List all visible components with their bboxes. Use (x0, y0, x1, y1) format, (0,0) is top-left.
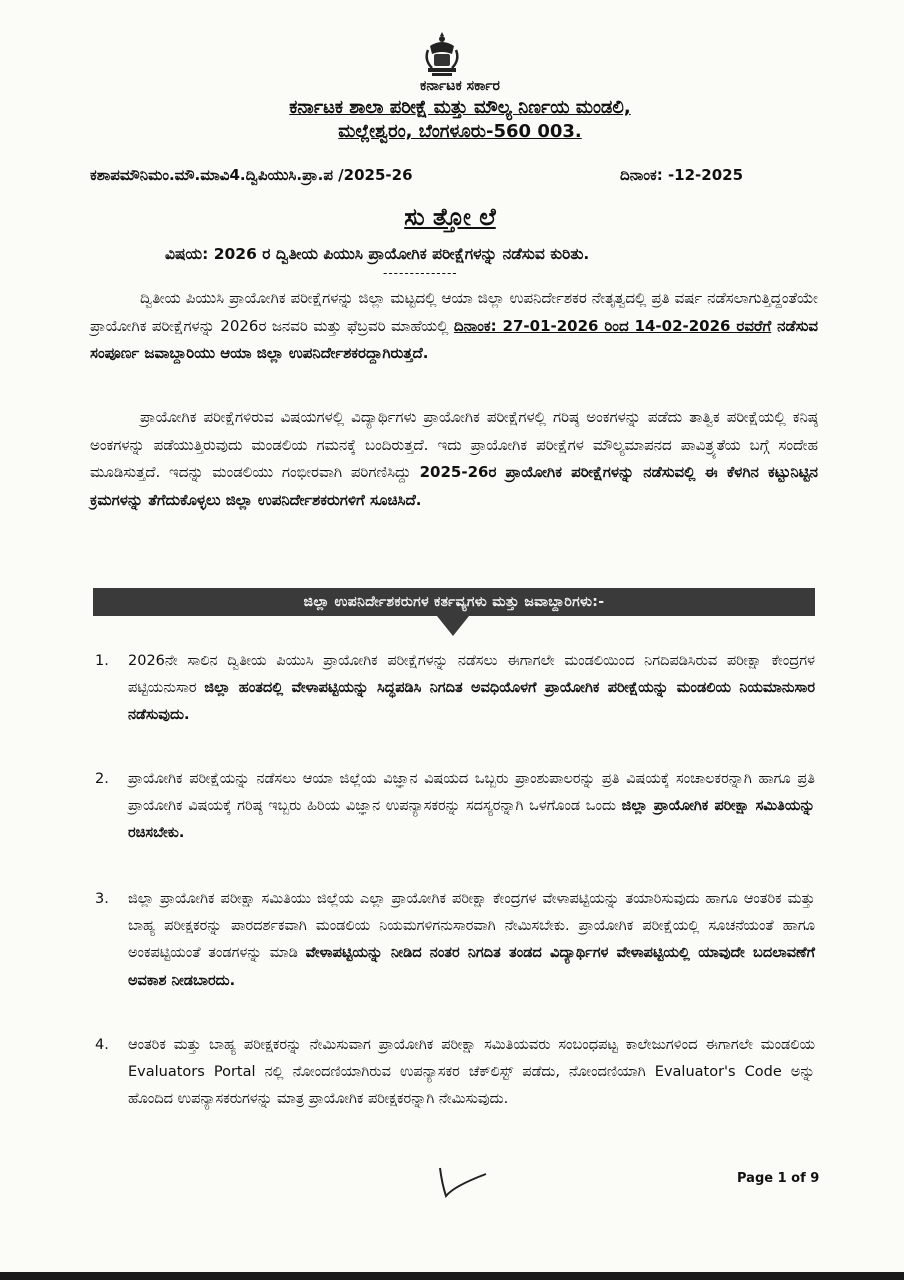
board-address: ಮಲ್ಲೇಶ್ವರಂ, ಬೆಂಗಳೂರು-560 003. (338, 121, 582, 142)
exam-dates: ದಿನಾಂಕ: 27-01-2026 ರಿಂದ 14-02-2026 ರವರೆಗೆ (453, 316, 772, 335)
item-text: 2026ನೇ ಸಾಲಿನ ದ್ವಿತೀಯ ಪಿಯುಸಿ ಪ್ರಾಯೋಗಿಕ ಪರೀಕ್ಷೆಗಳನ್ನು ನಡೆಸಲು ಈಗಾಗಲೇ ಮಂಡಲಿಯಿಂದ ನಿಗದಿಪಡಿಸಿರುವ ಪರೀಕ್ಷಾ ಕೇಂದ್ರಗಳ ಪಟ್ಟಿಯನುಸಾರ (128, 653, 815, 697)
government-name: ಕರ್ನಾಟಕ ಸರ್ಕಾರ (420, 78, 500, 94)
page-number: Page 1 of 9 (737, 1171, 820, 1186)
paragraph-1 (90, 285, 818, 368)
signature-mark (432, 1164, 492, 1200)
circular-date: ದಿನಾಂಕ: -12-2025 (620, 166, 744, 184)
item-text: ಪ್ರಾಯೋಗಿಕ ಪರೀಕ್ಷೆಯನ್ನು ನಡೆಸಲು ಆಯಾ ಜಿಲ್ಲೆಯ ವಿಜ್ಞಾನ ವಿಷಯದ ಒಬ್ಬರು ಪ್ರಾಂಶುಪಾಲರನ್ನು ಪ್ರತಿ ವಿಷಯಕ್ಕೆ ಸಂಚಾಲಕರನ್ನಾಗಿ ಹಾಗೂ ಪ್ರತಿ ಪ್ರಾಯೋಗಿಕ ವಿಷಯಕ್ಕೆ ಗರಿಷ್ಠ ಇಬ್ಬರು ಹಿರಿಯ ವಿಜ್ಞಾನ ಉಪನ್ಯಾಸಕರನ್ನು ಸದಸ್ಯರನ್ನಾಗಿ ಒಳಗೊಂಡ ಒಂದು (128, 771, 815, 815)
item-number: 2. (95, 771, 109, 787)
item-number: 3. (95, 891, 109, 907)
item-text-bold: ವೇಳಾಪಟ್ಟಿಯನ್ನು ನೀಡಿದ ನಂತರ ನಿಗದಿತ ತಂಡದ ವಿದ್ಯಾರ್ಥಿಗಳ ವೇಳಾಪಟ್ಟಿಯಲ್ಲಿ ಯಾವುದೇ ಬದಲಾವಣೆಗೆ ಅವಕಾಶ ನೀಡಬಾರದು. (128, 945, 815, 989)
paragraph-2-instruction: 2025-26ರ ಪ್ರಾಯೋಗಿಕ ಪರೀಕ್ಷೆಗಳನ್ನು ನಡೆಸುವಲ್ಲಿ ಈ ಕೆಳಗಿನ ಕಟ್ಟುನಿಟ್ಟಿನ ಕ್ರಮಗಳನ್ನು ತೆಗೆದುಕೊಳ್ಳಲು ಜಿಲ್ಲಾ ಉಪನಿರ್ದೇಶಕರುಗಳಿಗೆ ಸೂಚಿಸಿದೆ. (90, 463, 818, 509)
item-number: 1. (95, 653, 109, 669)
subject-separator: -------------- (383, 266, 458, 280)
subject-line: ವಿಷಯ: 2026 ರ ದ್ವಿತೀಯ ಪಿಯುಸಿ ಪ್ರಾಯೋಗಿಕ ಪರೀಕ್ಷೆಗಳನ್ನು ನಡೆಸುವ ಕುರಿತು. (165, 245, 590, 263)
document-title: ಸು ತ್ತೋ ಲೆ (404, 203, 496, 231)
list-item (95, 1032, 815, 1114)
paragraph-2-text: ಪ್ರಾಯೋಗಿಕ ಪರೀಕ್ಷೆಗಳಿರುವ ವಿಷಯಗಳಲ್ಲಿ ವಿದ್ಯಾರ್ಥಿಗಳು ಪ್ರಾಯೋಗಿಕ ಪರೀಕ್ಷೆಗಳಲ್ಲಿ ಗರಿಷ್ಠ ಅಂಕಗಳನ್ನು ಪಡೆದು ತಾತ್ವಿಕ ಪರೀಕ್ಷೆಯಲ್ಲಿ ಕನಿಷ್ಠ ಅಂಕಗಳನ್ನು ಪಡೆಯುತ್ತಿರುವುದು ಮಂಡಲಿಯ ಗಮನಕ್ಕೆ ಬಂದಿರುತ್ತದೆ. ಇದು ಪ್ರಾಯೋಗಿಕ ಪರೀಕ್ಷೆಗಳ ಮೌಲ್ಯಮಾಪನದ ಪಾವಿತ್ರ್ಯತೆಯ ಬಗ್ಗೆ ಸಂದೇಹ ಮೂಡಿಸುತ್ತದೆ. ಇದನ್ನು ಮಂಡಲಿಯು ಗಂಭೀರವಾಗಿ ಪರಿಗಣಿಸಿದ್ದು (90, 408, 818, 481)
item-text-bold: ಜಿಲ್ಲಾ ಪ್ರಾಯೋಗಿಕ ಪರೀಕ್ಷಾ ಸಮಿತಿಯನ್ನು ರಚಿಸಬೇಕು. (128, 798, 815, 842)
state-emblem-icon (420, 30, 464, 78)
paragraph-1-responsibility: ನಡೆಸುವ ಸಂಪೂರ್ಣ ಜವಾಬ್ದಾರಿಯು ಆಯಾ ಜಿಲ್ಲಾ ಉಪನಿರ್ದೇಶಕರದ್ದಾಗಿರುತ್ತದೆ. (90, 316, 818, 362)
banner-arrow-icon (437, 616, 469, 636)
board-name: ಕರ್ನಾಟಕ ಶಾಲಾ ಪರೀಕ್ಷೆ ಮತ್ತು ಮೌಲ್ಯ ನಿರ್ಣಯ ಮಂಡಲಿ, (289, 97, 631, 118)
list-item (95, 648, 815, 730)
paragraph-1-text: ದ್ವಿತೀಯ ಪಿಯುಸಿ ಪ್ರಾಯೋಗಿಕ ಪರೀಕ್ಷೆಗಳನ್ನು ಜಿಲ್ಲಾ ಮಟ್ಟದಲ್ಲಿ ಆಯಾ ಜಿಲ್ಲಾ ಉಪನಿರ್ದೇಶಕರ ನೇತೃತ್ವದಲ್ಲಿ ಪ್ರತಿ ವರ್ಷ ನಡೆಸಲಾಗುತ್ತಿದ್ದಂತೆಯೇ ಪ್ರಾಯೋಗಿಕ ಪರೀಕ್ಷೆಗಳನ್ನು 2026ರ ಜನವರಿ ಮತ್ತು ಫೆಬ್ರವರಿ ಮಾಹೆಯಲ್ಲಿ (90, 289, 818, 335)
duties-banner: ಜಿಲ್ಲಾ ಉಪನಿರ್ದೇಶಕರುಗಳ ಕರ್ತವ್ಯಗಳು ಮತ್ತು ಜವಾಬ್ದಾರಿಗಳು:- (93, 588, 815, 616)
bottom-edge (0, 1272, 904, 1280)
item-text-bold: ಜಿಲ್ಲಾ ಹಂತದಲ್ಲಿ ವೇಳಾಪಟ್ಟಿಯನ್ನು ಸಿದ್ಧಪಡಿಸಿ ನಿಗದಿತ ಅವಧಿಯೊಳಗೆ ಪ್ರಾಯೋಗಿಕ ಪರೀಕ್ಷೆಯನ್ನು ಮಂಡಲಿಯ ನಿಯಮಾನುಸಾರ ನಡೆಸುವುದು. (128, 680, 815, 724)
paragraph-2 (90, 404, 818, 514)
item-number: 4. (95, 1037, 109, 1053)
reference-number: ಕಶಾಪಮೌನಿಮಂ.ಮೌ.ಮಾವಿ4.ದ್ವಿಪಿಯುಸಿ.ಪ್ರಾ.ಪ /2025-26 (90, 166, 413, 184)
item-text: ಜಿಲ್ಲಾ ಪ್ರಾಯೋಗಿಕ ಪರೀಕ್ಷಾ ಸಮಿತಿಯು ಜಿಲ್ಲೆಯ ಎಲ್ಲಾ ಪ್ರಾಯೋಗಿಕ ಪರೀಕ್ಷಾ ಕೇಂದ್ರಗಳ ವೇಳಾಪಟ್ಟಿಯನ್ನು ತಯಾರಿಸುವುದು ಹಾಗೂ ಆಂತರಿಕ ಮತ್ತು ಬಾಹ್ಯ ಪರೀಕ್ಷಕರನ್ನು ಪಾರದರ್ಶಕವಾಗಿ ಮಂಡಲಿಯ ನಿಯಮಗಳಿಗನುಸಾರವಾಗಿ ನೇಮಿಸಬೇಕು. ಪ್ರಾಯೋಗಿಕ ಪರೀಕ್ಷೆಯಲ್ಲಿ ಸೂಚನೆಯಂತೆ ಹಾಗೂ ಅಂಕಪಟ್ಟಿಯಂತೆ ತಂಡಗಳನ್ನು ಮಾಡಿ (128, 891, 815, 962)
list-item (95, 766, 815, 848)
list-item (95, 886, 815, 995)
item-text: ಆಂತರಿಕ ಮತ್ತು ಬಾಹ್ಯ ಪರೀಕ್ಷಕರನ್ನು ನೇಮಿಸುವಾಗ ಪ್ರಾಯೋಗಿಕ ಪರೀಕ್ಷಾ ಸಮಿತಿಯವರು ಸಂಬಂಧಪಟ್ಟ ಕಾಲೇಜುಗಳಿಂದ ಈಗಾಗಲೇ ಮಂಡಲಿಯ Evaluators Portal ನಲ್ಲಿ ನೋಂದಣಿಯಾಗಿರುವ ಉಪನ್ಯಾಸಕರ ಚೆಕ್‌ಲಿಸ್ಟ್ ಪಡೆದು, ನೋಂದಣಿಯಾಗಿ Evaluator's Code ಅನ್ನು ಹೊಂದಿದ ಉಪನ್ಯಾಸಕರುಗಳನ್ನು ಮಾತ್ರ ಪ್ರಾಯೋಗಿಕ ಪರೀಕ್ಷಕರನ್ನಾಗಿ ನೇಮಿಸುವುದು. (128, 1037, 815, 1108)
